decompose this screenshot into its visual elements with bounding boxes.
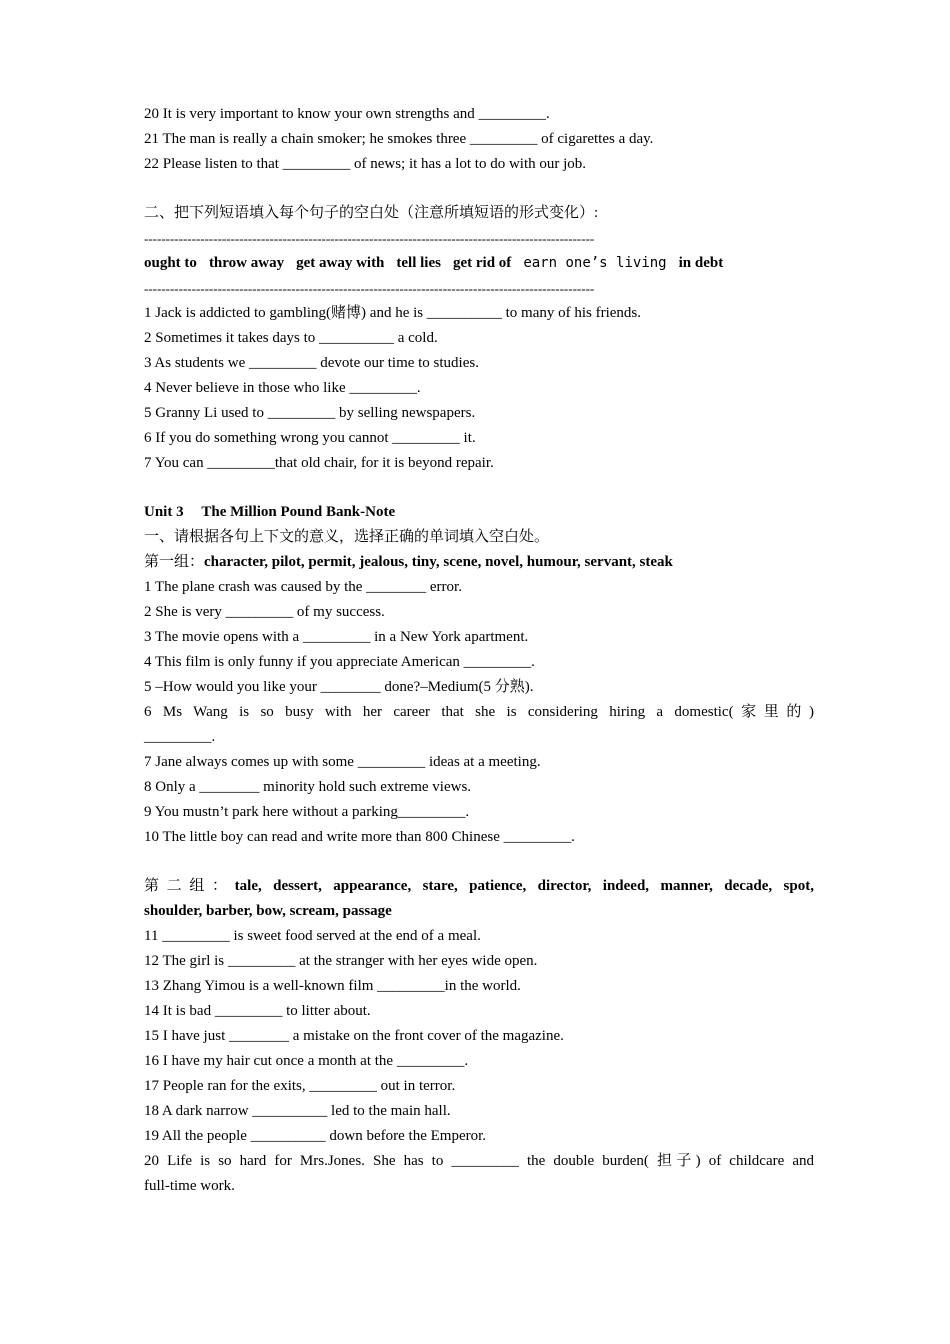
word-bank: tale, dessert, appearance, stare, patience, director, indeed, manner, decade, spot, bbox=[234, 878, 814, 894]
unit-number: Unit 3 bbox=[144, 504, 184, 520]
list-item: 2 She is very _________ of my success. bbox=[144, 604, 385, 620]
phrase: get rid of bbox=[452, 255, 512, 271]
phrase: get away with bbox=[296, 255, 385, 271]
phrase-bank bbox=[144, 251, 814, 276]
section2-instruction: 二、把下列短语填入每个句子的空白处（注意所填短语的形式变化）: bbox=[144, 205, 599, 221]
list-item: 4 This film is only funny if you appreciate American _________. bbox=[144, 654, 535, 670]
phrase: throw away bbox=[208, 255, 285, 271]
list-item: 6 If you do something wrong you cannot _________ it. bbox=[144, 430, 476, 446]
group2-header bbox=[144, 874, 814, 899]
list-item: 19 All the people __________ down before the Emperor. bbox=[144, 1128, 487, 1144]
list-item-continuation: full-time work. bbox=[144, 1178, 235, 1194]
unit-instruction: 一、请根据各句上下文的意义，选择正确的单词填入空白处。 bbox=[144, 529, 550, 545]
list-item-continuation: _________. bbox=[144, 729, 216, 745]
group1-header bbox=[144, 550, 814, 575]
phrase: tell lies bbox=[396, 255, 441, 271]
list-item: 21 The man is really a chain smoker; he smokes three _________ of cigarettes a day. bbox=[144, 131, 654, 147]
list-item: 22 Please listen to that _________ of news; it has a lot to do with our job. bbox=[144, 156, 587, 172]
list-item: 3 As students we _________ devote our time to studies. bbox=[144, 355, 479, 371]
phrase: in debt bbox=[678, 255, 724, 271]
list-item: 11 _________ is sweet food served at the end of a meal. bbox=[144, 928, 481, 944]
phrase: earn one’s living bbox=[523, 255, 667, 271]
list-item: 20 Life is so hard for Mrs.Jones. She has to _________ the double burden( 担子) of childcare and bbox=[144, 1153, 814, 1169]
list-item: 3 The movie opens with a _________ in a New York apartment. bbox=[144, 629, 529, 645]
list-item: 12 The girl is _________ at the stranger with her eyes wide open. bbox=[144, 953, 538, 969]
list-item: 14 It is bad _________ to litter about. bbox=[144, 1003, 371, 1019]
list-item: 5 Granny Li used to _________ by selling newspapers. bbox=[144, 405, 476, 421]
group-label: 第一组： bbox=[144, 554, 205, 570]
list-item: 18 A dark narrow __________ led to the main hall. bbox=[144, 1103, 451, 1119]
list-item: 10 The little boy can read and write more than 800 Chinese _________. bbox=[144, 829, 575, 845]
unit-title: The Million Pound Bank-Note bbox=[201, 504, 396, 520]
list-item: 15 I have just ________ a mistake on the front cover of the magazine. bbox=[144, 1028, 564, 1044]
list-item: 13 Zhang Yimou is a well-known film _________in the world. bbox=[144, 978, 521, 994]
list-item: 8 Only a ________ minority hold such extreme views. bbox=[144, 779, 472, 795]
list-item: 5 –How would you like your ________ done?–Medium(5 分熟). bbox=[144, 679, 534, 695]
list-item: 17 People ran for the exits, _________ out in terror. bbox=[144, 1078, 456, 1094]
document-page bbox=[144, 102, 814, 1199]
word-bank: character, pilot, permit, jealous, tiny, scene, novel, humour, servant, steak bbox=[204, 554, 673, 570]
list-item: 9 You mustn’t park here without a parking_________. bbox=[144, 804, 470, 820]
list-item: 16 I have my hair cut once a month at the _________. bbox=[144, 1053, 469, 1069]
list-item: 7 Jane always comes up with some _________ ideas at a meeting. bbox=[144, 754, 541, 770]
group-label: 第二组： bbox=[144, 878, 235, 894]
list-item: 6 Ms Wang is so busy with her career that she is considering hiring a domestic(家里的) bbox=[144, 704, 814, 720]
unit-heading bbox=[144, 500, 814, 525]
list-item: 2 Sometimes it takes days to __________ a cold. bbox=[144, 330, 438, 346]
list-item: 4 Never believe in those who like _________. bbox=[144, 380, 421, 396]
phrase: ought to bbox=[144, 255, 197, 271]
word-bank-continuation: shoulder, barber, bow, scream, passage bbox=[144, 903, 392, 919]
list-item: 7 You can _________that old chair, for it is beyond repair. bbox=[144, 455, 494, 471]
divider-top: -------------------------------------------------------------------------------------------------------- bbox=[144, 231, 595, 246]
list-item: 1 The plane crash was caused by the ________ error. bbox=[144, 579, 462, 595]
divider-bottom: -------------------------------------------------------------------------------------------------------- bbox=[144, 281, 595, 296]
list-item: 20 It is very important to know your own strengths and _________. bbox=[144, 106, 550, 122]
list-item: 1 Jack is addicted to gambling(赌博) and he is __________ to many of his friends. bbox=[144, 305, 641, 321]
